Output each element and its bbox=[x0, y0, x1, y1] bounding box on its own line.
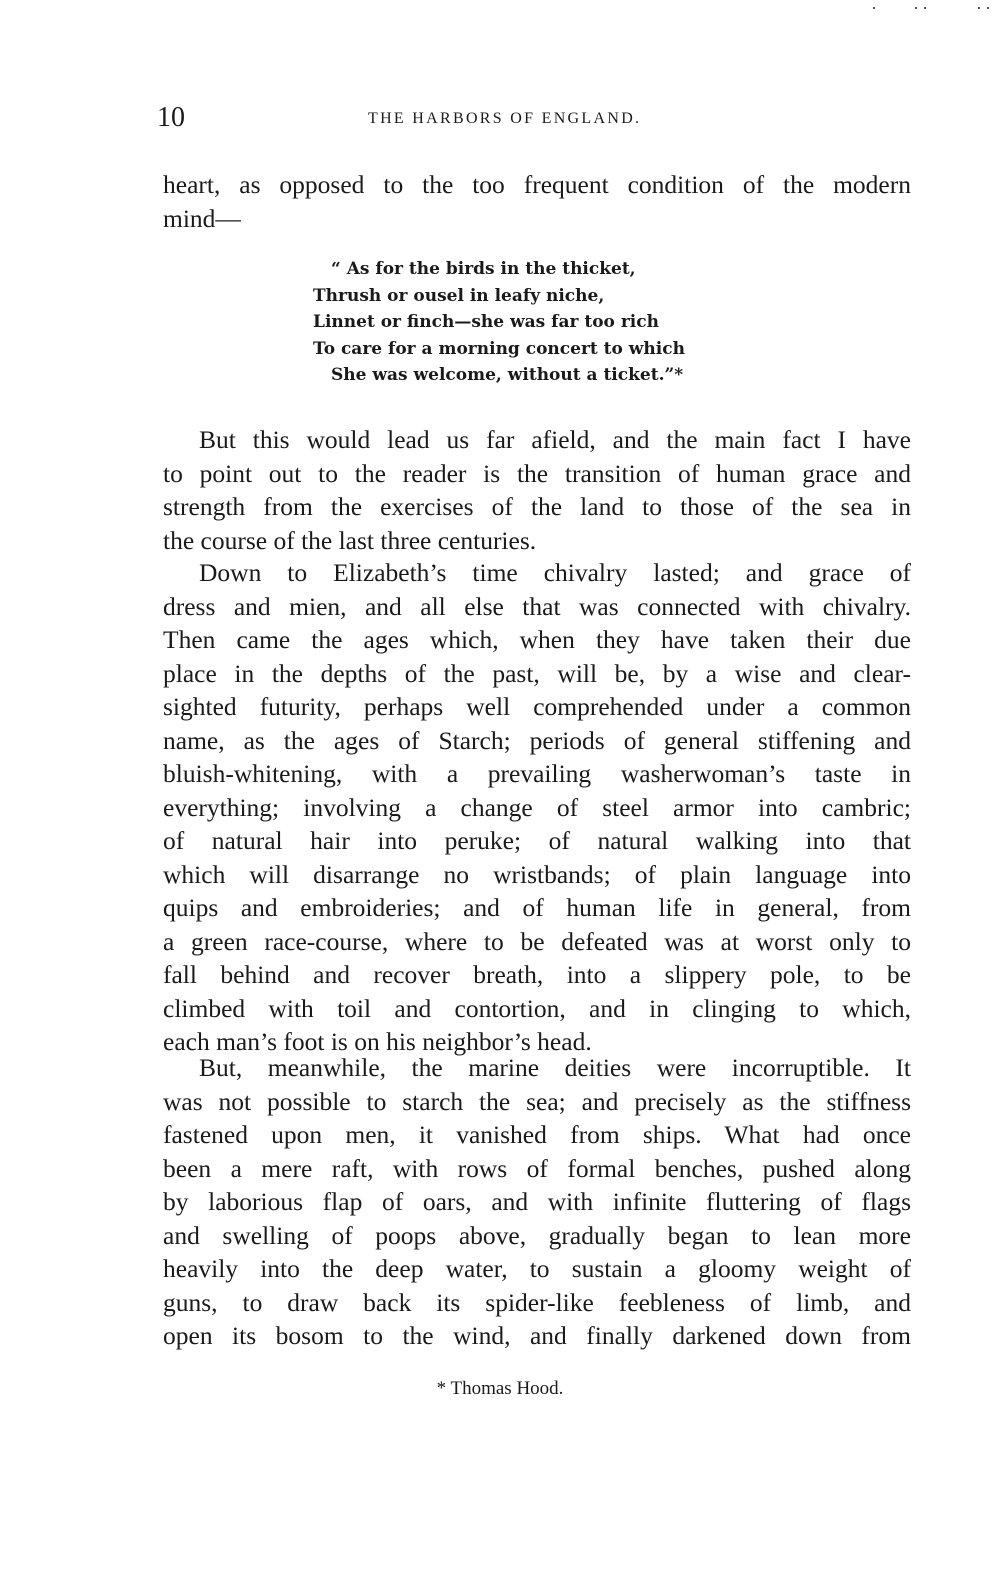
text-line: the course of the last three centuries. bbox=[163, 525, 537, 555]
verse-line: To care for a morning concert to which bbox=[313, 338, 685, 359]
page-number: 10 bbox=[157, 102, 185, 133]
scan-artifact-dots bbox=[0, 7, 1000, 11]
text-line: Then came the ages which, when they have taken their due bbox=[163, 625, 911, 654]
text-line: fastened upon men, it vanished from ships. What had once bbox=[163, 1120, 911, 1149]
text-line: But, meanwhile, the marine deities were incorruptible. It bbox=[199, 1053, 911, 1082]
text-line: sighted futurity, perhaps well comprehended under a common bbox=[163, 692, 911, 721]
paragraph-3 bbox=[163, 556, 911, 1059]
text-line: bluish-whitening, with a prevailing washerwoman’s taste in bbox=[163, 759, 911, 788]
text-line: place in the depths of the past, will be, by a wise and clear- bbox=[163, 658, 911, 688]
text-line: climbed with toil and contortion, and in clinging to which, bbox=[163, 993, 911, 1023]
text-line: heavily into the deep water, to sustain a gloomy weight of bbox=[163, 1254, 911, 1283]
verse-line: Linnet or finch—she was far too rich bbox=[313, 312, 659, 332]
text-line: open its bosom to the wind, and finally darkened down from bbox=[163, 1321, 911, 1350]
text-line: quips and embroideries; and of human life in general, from bbox=[163, 893, 911, 922]
text-line: dress and mien, and all else that was connected with chivalry. bbox=[163, 591, 911, 621]
text-line: of natural hair into peruke; of natural walking into that bbox=[163, 826, 911, 855]
text-line: mind— bbox=[163, 203, 241, 233]
text-line: heart, as opposed to the too frequent condition of the modern bbox=[163, 170, 911, 199]
text-line: everything; involving a change of steel armor into cambric; bbox=[163, 792, 911, 822]
footnote: * Thomas Hood. bbox=[436, 1378, 564, 1399]
text-line: guns, to draw back its spider-like feebleness of limb, and bbox=[163, 1287, 911, 1317]
paragraph-2 bbox=[163, 423, 911, 557]
text-line: to point out to the reader is the transition of human grace and bbox=[163, 458, 911, 488]
verse-line: She was welcome, without a ticket.”* bbox=[331, 365, 684, 385]
text-line: by laborious flap of oars, and with infinite fluttering of flags bbox=[163, 1187, 911, 1216]
verse-line: “ As for the birds in the thicket, bbox=[331, 259, 636, 279]
text-line: which will disarrange no wristbands; of plain language into bbox=[163, 859, 911, 889]
running-head: THE HARBORS OF ENGLAND. bbox=[368, 110, 642, 127]
verse-quotation bbox=[313, 256, 685, 389]
text-line: Down to Elizabeth’s time chivalry lasted; and grace of bbox=[199, 558, 911, 587]
verse-line: Thrush or ousel in leafy niche, bbox=[313, 285, 605, 306]
text-line: was not possible to starch the sea; and precisely as the stiffness bbox=[163, 1086, 911, 1116]
text-line: been a mere raft, with rows of formal benches, pushed along bbox=[163, 1153, 911, 1183]
text-line: But this would lead us far afield, and the main fact I have bbox=[199, 425, 911, 454]
text-line: name, as the ages of Starch; periods of general stiffening and bbox=[163, 725, 911, 755]
paragraph-4 bbox=[163, 1051, 911, 1353]
paragraph-1 bbox=[163, 168, 911, 235]
text-line: each man’s foot is on his neighbor’s head. bbox=[163, 1027, 592, 1056]
text-line: fall behind and recover breath, into a slippery pole, to be bbox=[163, 960, 911, 989]
text-line: and swelling of poops above, gradually began to lean more bbox=[163, 1220, 911, 1250]
text-line: a green race-course, where to be defeated was at worst only to bbox=[163, 926, 911, 956]
text-line: strength from the exercises of the land to those of the sea in bbox=[163, 492, 911, 521]
